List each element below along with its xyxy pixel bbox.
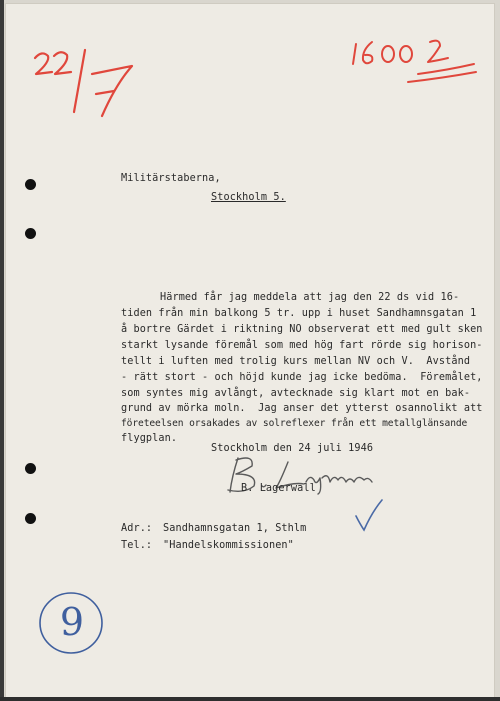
- phone-label: Tel.:: [121, 540, 153, 551]
- address-label: Adr.:: [121, 523, 153, 534]
- body-line-7: som syntes mig avlångt, avtecknade sig klart mot en bak-: [121, 388, 471, 399]
- body-line-8: grund av mörka moln. Jag anser det ytterst osannolikt att: [121, 403, 483, 414]
- body-line-9: företeelsen orsakades av solreflexer från ett metallglänsande: [121, 418, 468, 429]
- body-line-3: å bortre Gärdet i riktning NO observerat ett med gult sken: [121, 324, 483, 335]
- recipient-line-1: Militärstaberna,: [121, 173, 221, 184]
- recipient-city: Stockholm 5.: [211, 192, 286, 203]
- circled-number: [38, 590, 106, 658]
- body-line-2: tiden från min balkong 5 tr. upp i huset Sandhamnsgatan 1: [121, 308, 477, 319]
- body-line-1: Härmed får jag meddela att jag den 22 ds vid 16-: [160, 292, 460, 303]
- place-date: Stockholm den 24 juli 1946: [211, 443, 374, 454]
- body-line-4: starkt lysande föremål som med hög fart rörde sig horison-: [121, 340, 483, 351]
- body-line-6: - rätt stort - och höjd kunde jag icke bedöma. Föremålet,: [121, 372, 483, 383]
- body-line-10: flygplan.: [121, 433, 178, 444]
- phone-value: "Handelskommissionen": [163, 540, 294, 551]
- circled-number-text: 9: [59, 600, 85, 644]
- address-value: Sandhamnsgatan 1, Sthlm: [163, 523, 307, 534]
- check-mark-icon: [352, 496, 392, 536]
- body-line-5: tellt i luften med trolig kurs mellan NV och V. Avstånd: [121, 356, 471, 367]
- sender-name: B. Lagerwall: [241, 483, 316, 494]
